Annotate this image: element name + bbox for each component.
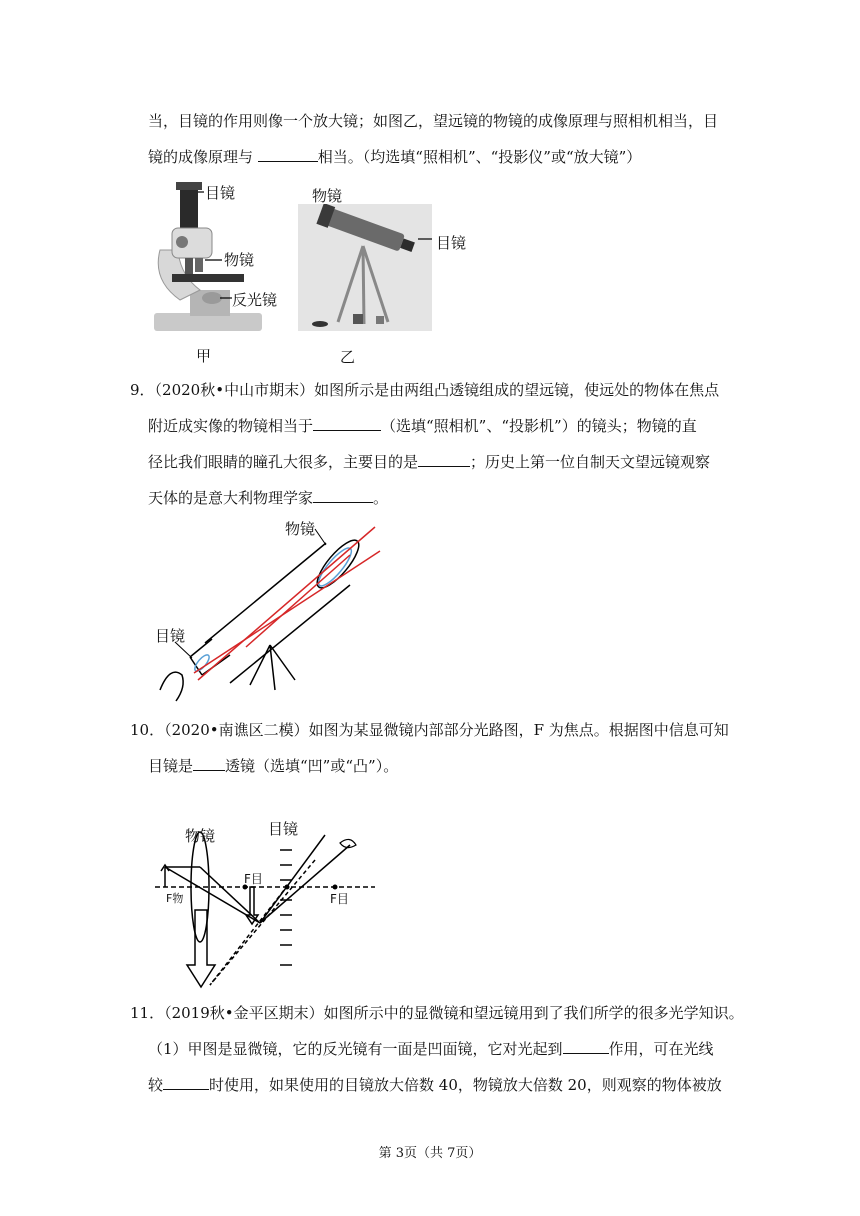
label-objective: 物镜: [285, 520, 316, 538]
page-footer: 第 3页（共 7页）: [378, 1146, 482, 1161]
caption-jia: 甲: [196, 347, 212, 365]
answer-blank[interactable]: [418, 452, 470, 467]
q9-line3: 径比我们眼睛的瞳孔大很多，主要目的是 ；历史上第一位自制天文望远镜观察: [148, 453, 711, 471]
caption-yi: 乙: [340, 348, 356, 366]
telescope-photo: [298, 204, 432, 331]
q9-line1: 9．（2020秋•中山市期末）如图所示是由两组凸透镜组成的望远镜，使远处的物体在焦点: [130, 381, 720, 399]
label-mirror: 反光镜: [232, 291, 278, 309]
label-objective: 物镜: [312, 187, 343, 205]
microscope-figure: [150, 180, 280, 335]
answer-blank[interactable]: [258, 147, 318, 162]
telescope-diagram: [150, 515, 385, 705]
q8-line2: 镜的成像原理与 相当。（均选填“照相机”、“投影仪”或“放大镜”）: [148, 148, 642, 166]
q9-line4: 天体的是意大利物理学家 。: [148, 489, 389, 507]
answer-blank[interactable]: [163, 1075, 209, 1090]
label-objective: 物镜: [185, 827, 216, 845]
answer-blank[interactable]: [563, 1039, 609, 1054]
q10-line1: 10．（2020•南谯区二模）如图为某显微镜内部部分光路图，F 为焦点。根据图中信息可知: [130, 721, 729, 739]
q11-line3: 较 时使用，如果使用的目镜放大倍数 40，物镜放大倍数 20，则观察的物体被放: [148, 1076, 722, 1094]
label-focus-eye-right: F目: [330, 892, 349, 906]
label-focus-objective: F物: [166, 892, 184, 905]
label-eyepiece: 目镜: [155, 627, 186, 645]
label-objective: 物镜: [224, 251, 255, 269]
q8-line1: 当，目镜的作用则像一个放大镜；如图乙，望远镜的物镜的成像原理与照相机相当，目: [148, 112, 719, 130]
label-eyepiece: 目镜: [436, 234, 467, 252]
answer-blank[interactable]: [313, 488, 373, 503]
label-eyepiece: 目镜: [205, 184, 236, 202]
q9-line2: 附近成实像的物镜相当于 （选填“照相机”、“投影机”）的镜头；物镜的直: [148, 417, 697, 435]
label-eyepiece: 目镜: [268, 820, 299, 838]
label-focus-eye: F目: [244, 872, 263, 886]
q11-line1: 11．（2019秋•金平区期末）如图所示中的显微镜和望远镜用到了我们所学的很多光学知识。: [130, 1004, 744, 1022]
answer-blank[interactable]: [193, 756, 225, 771]
q10-line2: 目镜是 透镜（选填“凹”或“凸”）。: [148, 757, 399, 775]
q11-line2: （1）甲图是显微镜，它的反光镜有一面是凹面镜，它对光起到 作用，可在光线: [148, 1040, 714, 1058]
answer-blank[interactable]: [313, 416, 381, 431]
